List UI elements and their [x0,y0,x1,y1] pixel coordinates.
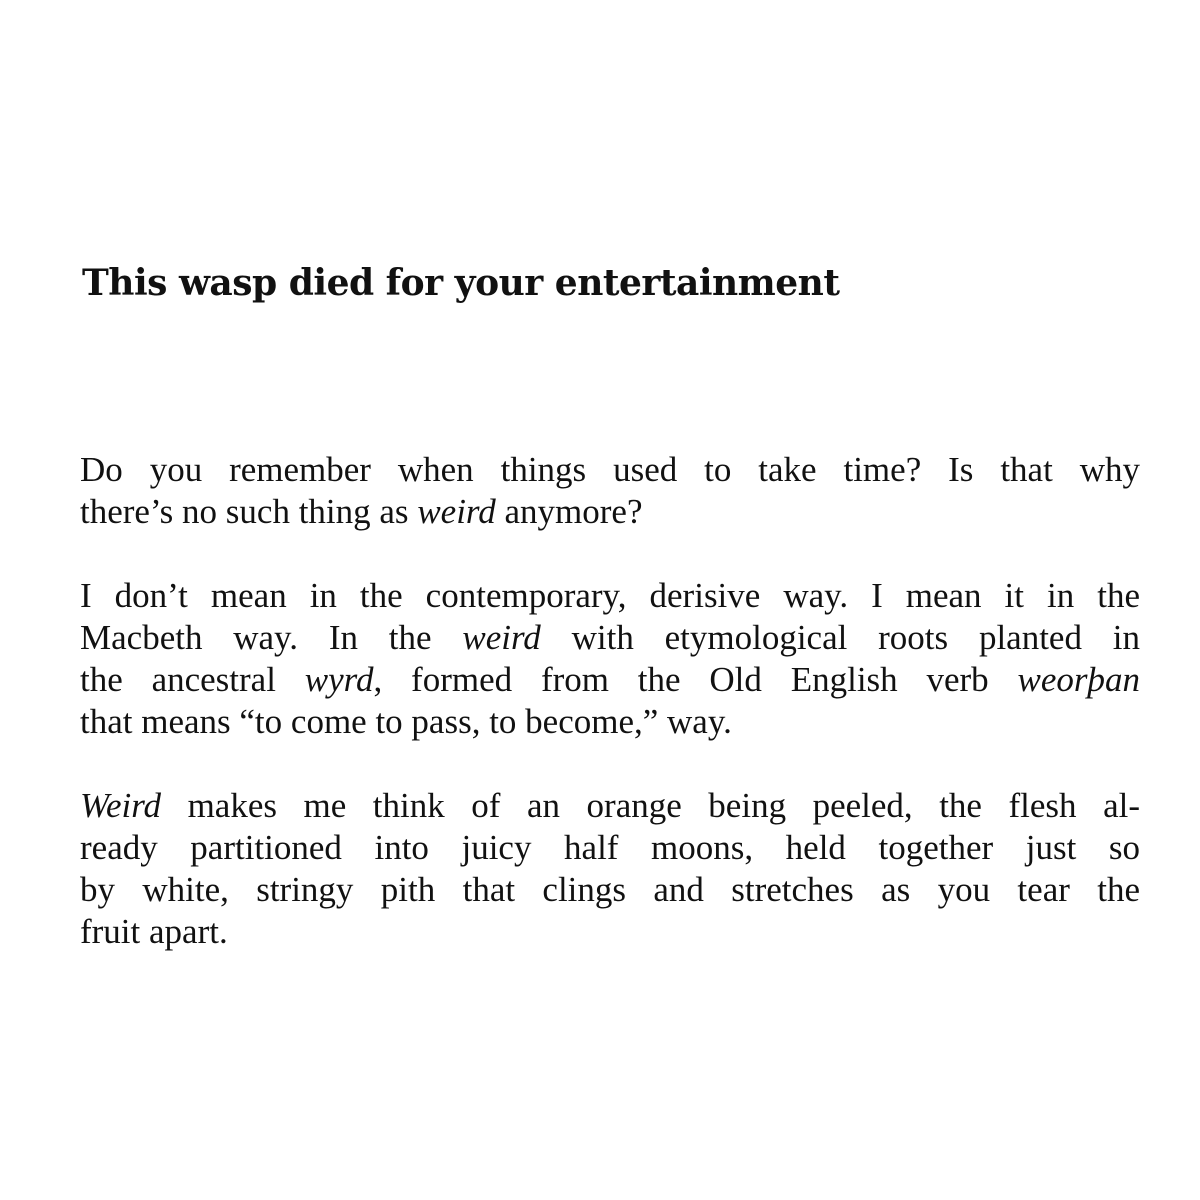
italic-word: wyrd [304,660,374,699]
paragraph-1-line-2 [80,491,1140,533]
paragraph-2-line-1: I don’t mean in the contemporary, derisive way. I mean it in the [80,576,1140,615]
text-run: anymore? [495,492,643,531]
paragraph-1-line-1: Do you remember when things used to take time? Is that why [80,450,1140,489]
paragraph-2 [80,575,1140,743]
paragraph-3-line-1 [80,785,1140,827]
italic-word: weorþan [1017,660,1140,699]
italic-word: Weird [80,786,162,825]
text-run: makes me think of an orange being peeled, the flesh al- [161,786,1140,825]
italic-word: weird [462,618,541,657]
text-run: there’s no such thing as [80,492,418,531]
paragraph-3-line-4: fruit apart. [80,912,228,951]
italic-word: weird [417,492,496,531]
text-run: with etymological roots planted in [540,618,1140,657]
text-run: Macbeth way. In the [80,618,463,657]
paragraph-2-line-3 [80,659,1140,701]
paragraph-3 [80,785,1140,953]
text-run: the ancestral [80,660,305,699]
paragraph-3-line-2: ready partitioned into juicy half moons, held together just so [80,828,1140,867]
article-body [80,449,1140,995]
paragraph-1 [80,449,1140,533]
text-run: , formed from the Old English verb [373,660,1018,699]
page-title: This wasp died for your entertainment [82,262,840,304]
paragraph-2-line-2 [80,617,1140,659]
paragraph-2-line-4: that means “to come to pass, to become,” way. [80,702,732,741]
paragraph-3-line-3: by white, stringy pith that clings and stretches as you tear the [80,870,1140,909]
